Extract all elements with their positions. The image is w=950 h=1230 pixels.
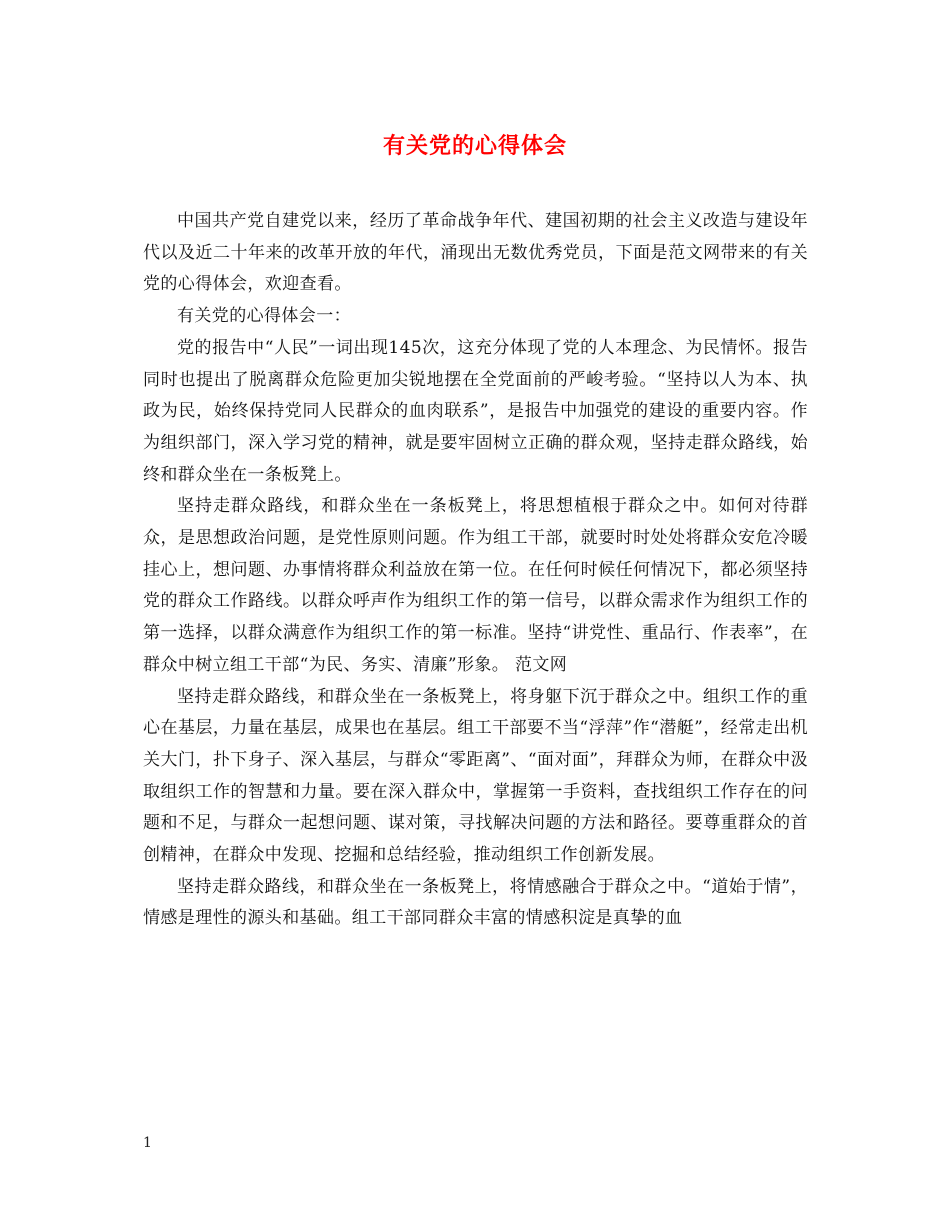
body-paragraph: 坚持走群众路线，和群众坐在一条板凳上，将身躯下沉于群众之中。组织工作的重心在基层，力量在基层，成果也在基层。组工干部要不当“浮萍”作“潜艇”，经常走出机关大门，扑下身子、深入基层，与群众“零距离”、“面对面”，拜群众为师，在群众中汲取组织工作的智慧和力量。要在深入群众中，掌握第一手资料，查找组织工作存在的问题和不足，与群众一起想问题、谋对策，寻找解决问题的方法和路径。要尊重群众的首创精神，在群众中发现、挖掘和总结经验，推动组织工作创新发展。 xyxy=(143,686,808,866)
intro-paragraph: 中国共产党自建党以来，经历了革命战争年代、建国初期的社会主义改造与建设年代以及近二十年来的改革开放的年代，涌现出无数优秀党员，下面是范文网带来的有关党的心得体会，欢迎查看。 xyxy=(143,211,808,295)
body-paragraph: 党的报告中“人民”一词出现145次，这充分体现了党的人本理念、为民情怀。报告同时也提出了脱离群众危险更加尖锐地摆在全党面前的严峻考验。“坚持以人为本、执政为民，始终保持党同人民群众的血肉联系”，是报告中加强党的建设的重要内容。作为组织部门，深入学习党的精神，就是要牢固树立正确的群众观，坚持走群众路线，始终和群众坐在一条板凳上。 xyxy=(143,337,808,485)
document-title: 有关党的心得体会 xyxy=(382,133,567,159)
body-paragraph: 坚持走群众路线，和群众坐在一条板凳上，将思想植根于群众之中。如何对待群众，是思想政治问题，是党性原则问题。作为组工干部，就要时时处处将群众安危冷暖挂心上，想问题、办事情将群众利益放在第一位。在任何时候任何情况下，都必须坚持党的群众工作路线。以群众呼声作为组织工作的第一信号，以群众需求作为组织工作的第一选择，以群众满意作为组织工作的第一标准。坚持“讲党性、重品行、作表率”，在群众中树立组工干部“为民、务实、清廉”形象。 范文网 xyxy=(143,496,808,675)
body-paragraph: 坚持走群众路线，和群众坐在一条板凳上，将情感融合于群众之中。“道始于情”，情感是理性的源头和基础。组工干部同群众丰富的情感积淀是真挚的血 xyxy=(143,876,808,929)
section-heading: 有关党的心得体会一： xyxy=(177,306,351,327)
document-body xyxy=(143,206,808,935)
page-number: 1 xyxy=(143,1135,152,1151)
